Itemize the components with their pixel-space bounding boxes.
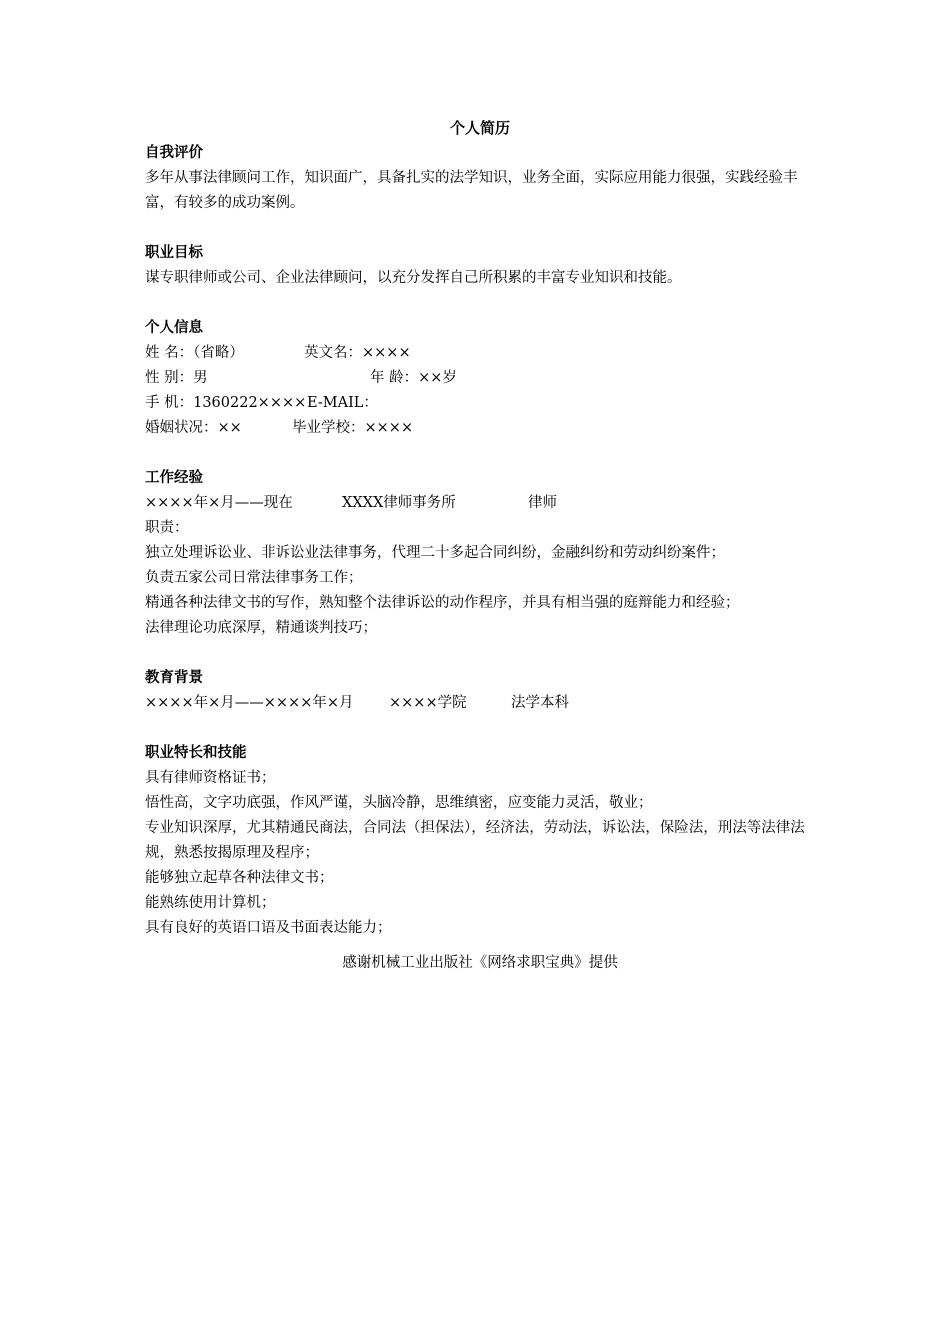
personal-info-row-marital (145, 416, 815, 441)
section-spacer (145, 441, 815, 466)
career-goal-heading: 职业目标 (145, 245, 203, 261)
work-company: XXXX律师事务所 (342, 495, 456, 511)
email-field: E-MAIL： (307, 395, 378, 411)
personal-info-heading: 个人信息 (145, 320, 203, 336)
duties-label: 职责： (145, 520, 189, 536)
education-entry (145, 691, 815, 716)
gender-field: 性 别：男 (145, 370, 208, 386)
section-spacer (145, 641, 815, 666)
age-field: 年 龄：××岁 (370, 370, 457, 386)
skills-heading: 职业特长和技能 (145, 745, 247, 761)
section-spacer (145, 216, 815, 241)
work-period: ××××年×月——现在 (145, 495, 293, 511)
duty-item: 独立处理诉讼业、非诉讼业法律事务，代理二十多起合同纠纷，金融纠纷和劳动纠纷案件； (145, 545, 725, 561)
marital-status-field: 婚姻状况：×× (145, 420, 242, 436)
personal-info-row-gender (145, 366, 815, 391)
duty-item: 法律理论功底深厚，精通谈判技巧； (145, 620, 377, 636)
duty-item: 负责五家公司日常法律事务工作； (145, 570, 363, 586)
resume-document (145, 116, 815, 976)
skill-item: 能熟练使用计算机； (145, 895, 276, 911)
personal-info-row-phone (145, 391, 815, 416)
education-school: ××××学院 (389, 695, 467, 711)
graduate-school-field: 毕业学校：×××× (292, 420, 414, 436)
skill-item: 具有良好的英语口语及书面表达能力； (145, 920, 392, 936)
skill-item: 具有律师资格证书； (145, 770, 276, 786)
education-period: ××××年×月——××××年×月 (145, 695, 354, 711)
name-field: 姓 名：（省略） (145, 345, 244, 361)
section-spacer (145, 716, 815, 741)
self-evaluation-heading: 自我评价 (145, 145, 203, 161)
english-name-field: 英文名：×××× (304, 345, 411, 361)
career-goal-text: 谋专职律师或公司、企业法律顾问，以充分发挥自己所积累的丰富专业知识和技能。 (145, 270, 682, 286)
section-spacer (145, 291, 815, 316)
duty-item: 精通各种法律文书的写作，熟知整个法律诉讼的动作程序，并具有相当强的庭辩能力和经验； (145, 595, 740, 611)
footer-credit: 感谢机械工业出版社《网络求职宝典》提供 (342, 955, 618, 971)
work-experience-entry (145, 491, 815, 516)
skill-item: 能够独立起草各种法律文书； (145, 870, 334, 886)
work-experience-heading: 工作经验 (145, 470, 203, 486)
work-position: 律师 (528, 495, 557, 511)
personal-info-row-name (145, 341, 815, 366)
education-heading: 教育背景 (145, 670, 203, 686)
skill-item: 专业知识深厚，尤其精通民商法，合同法（担保法），经济法，劳动法，诉讼法，保险法，刑法等法律法规，熟悉按揭原理及程序； (145, 820, 805, 861)
document-title: 个人简历 (449, 119, 510, 137)
education-degree: 法学本科 (511, 695, 569, 711)
self-evaluation-text: 多年从事法律顾问工作，知识面广，具备扎实的法学知识，业务全面，实际应用能力很强，实践经验丰富，有较多的成功案例。 (145, 170, 798, 211)
skill-item: 悟性高，文字功底强，作风严谨，头脑冷静，思维缜密，应变能力灵活，敬业； (145, 795, 653, 811)
phone-field: 手 机：1360222×××× (145, 395, 307, 411)
